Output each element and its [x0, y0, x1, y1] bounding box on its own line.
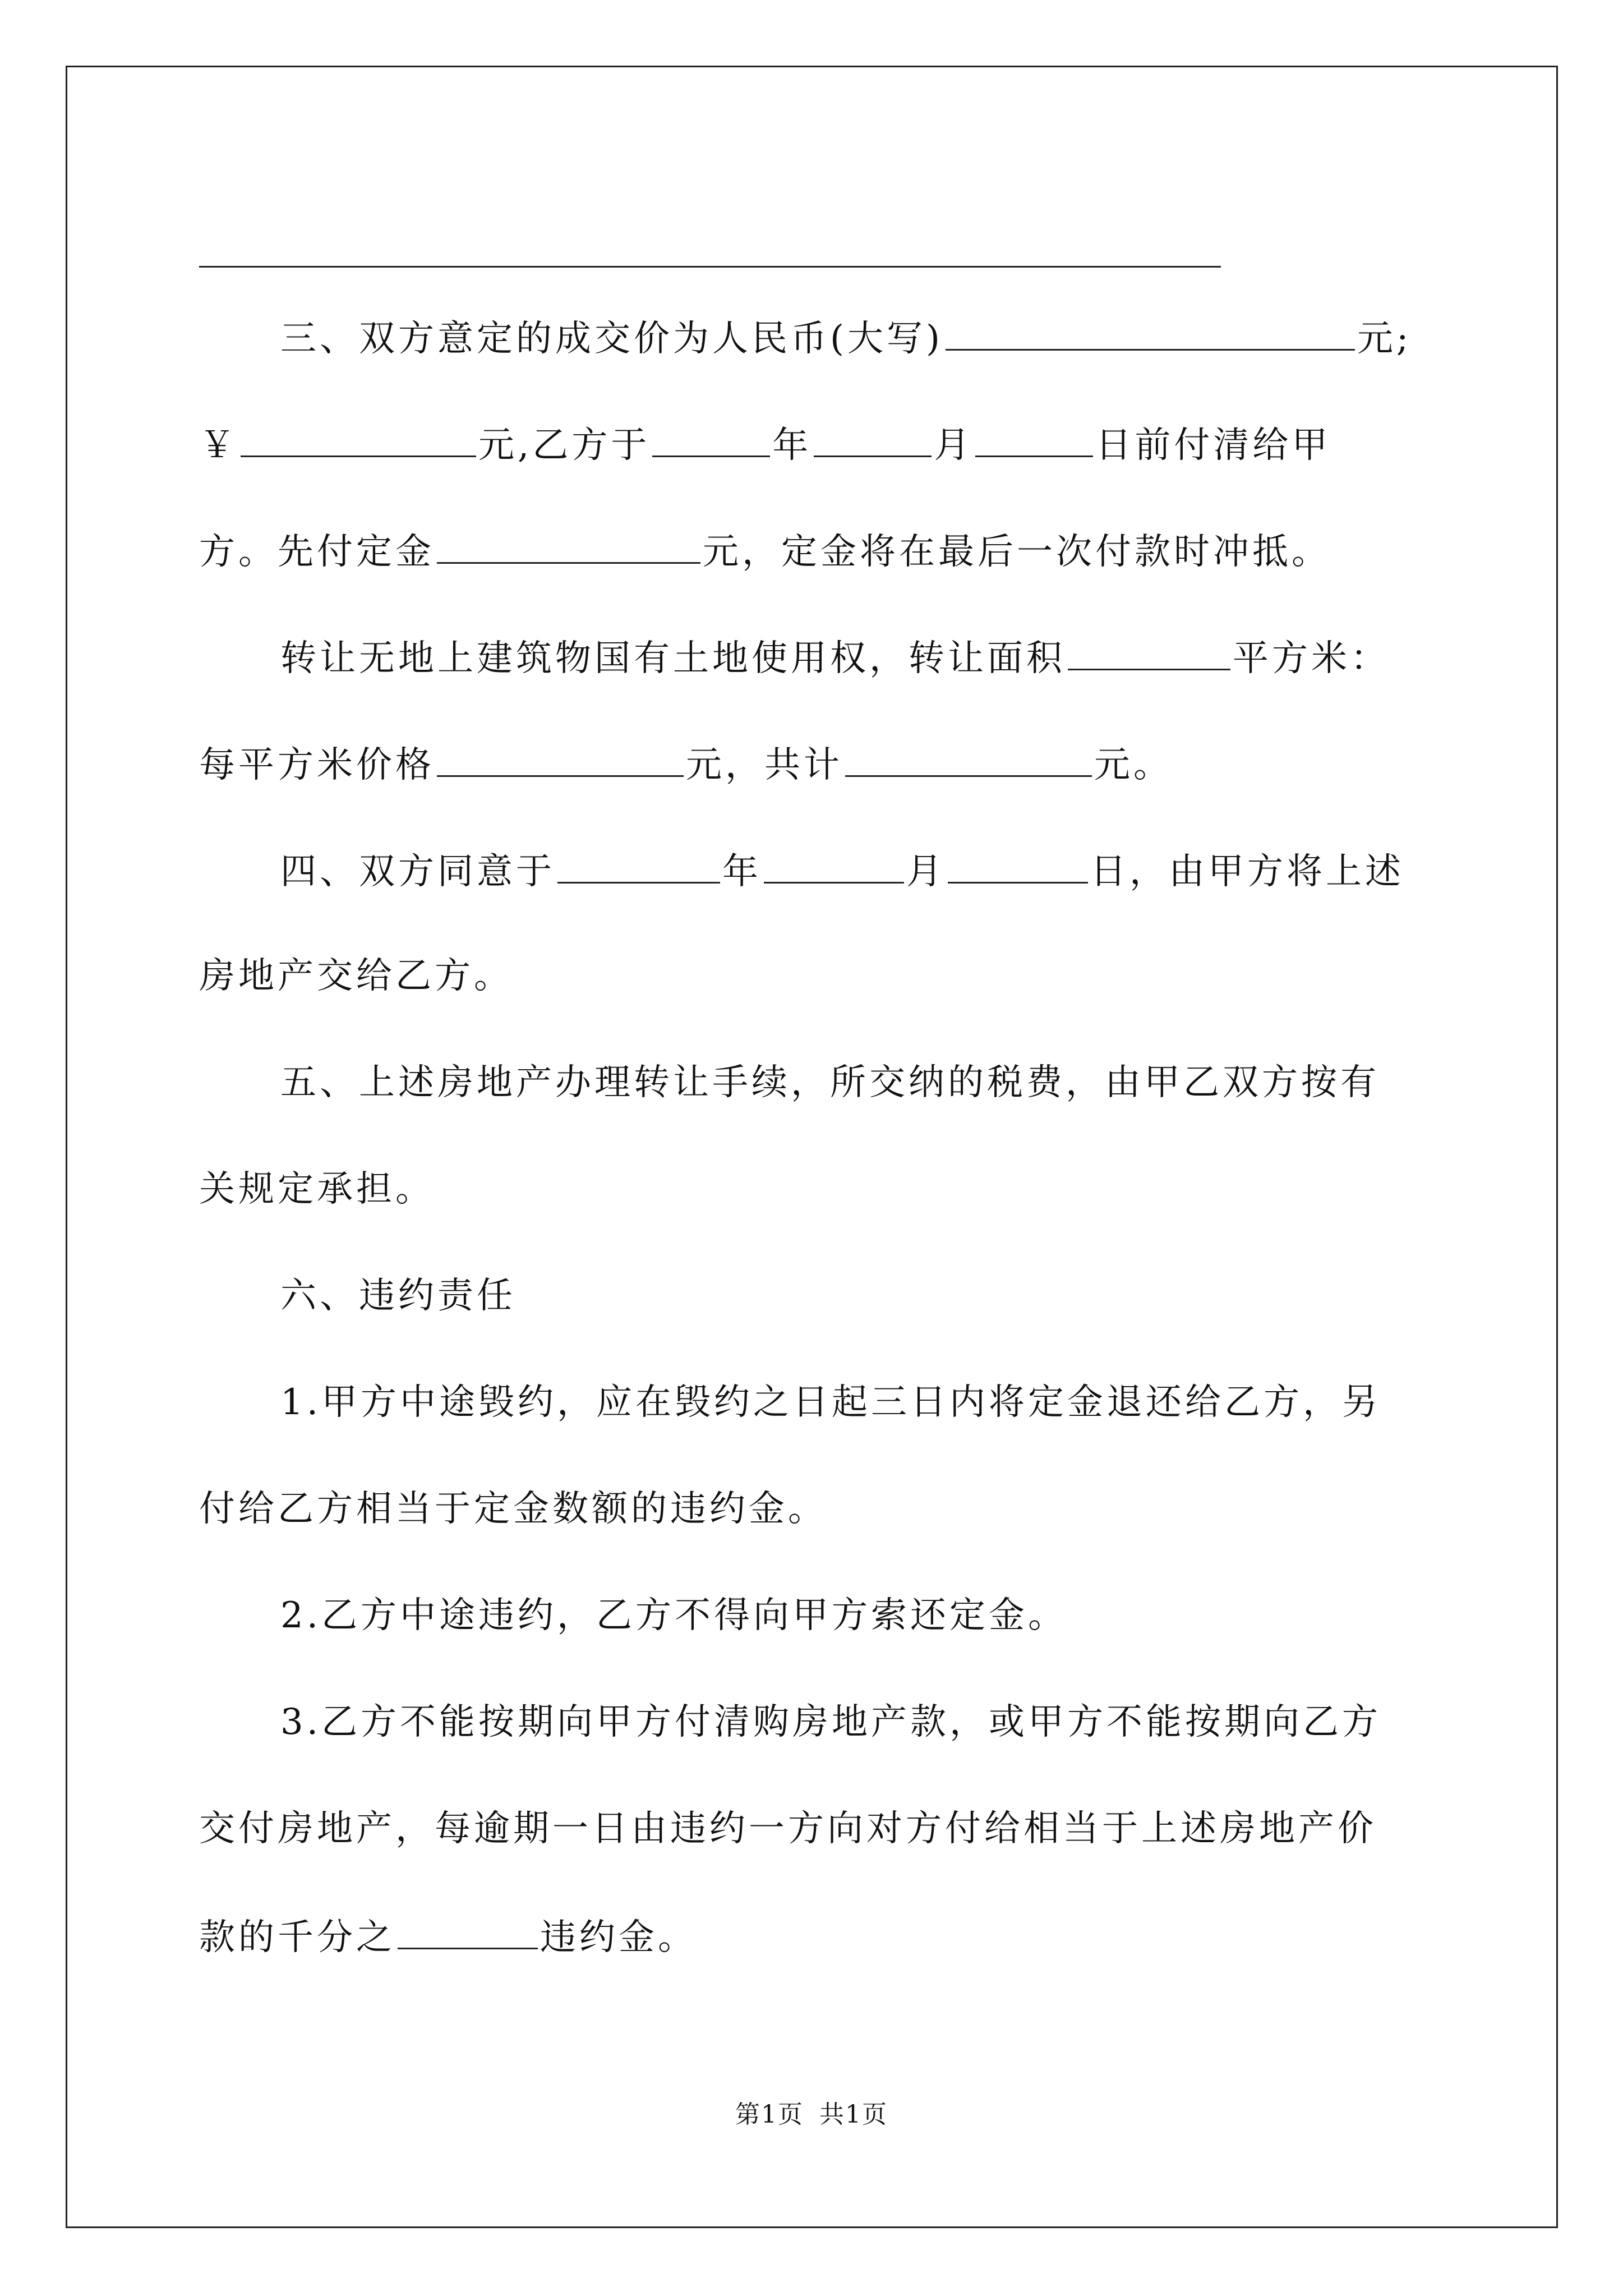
p5-text: 五、上述房地产办理转让手续，所交纳的税费，由甲乙双方按有 [280, 1062, 1380, 1103]
page-total: 共1页 [819, 2100, 888, 2129]
p5-line-2 [199, 1167, 435, 1212]
top-blank-rule [199, 266, 1221, 268]
item3-text: 款的千分之 [199, 1917, 395, 1958]
p3-text: 元,乙方于 [478, 425, 651, 466]
p4-line-2 [199, 954, 513, 999]
land-text: 每平方米价格 [199, 744, 435, 786]
p4-text: 日，由甲方将上述 [1090, 851, 1404, 892]
land-text: 元，共计 [686, 744, 843, 786]
land-text: 元。 [1094, 744, 1173, 786]
item3-text: 违约金。 [540, 1917, 697, 1958]
p4-line-1 [280, 847, 1404, 894]
p4-text: 四、双方同意于 [280, 851, 555, 892]
currency-symbol: ￥ [199, 425, 238, 466]
land-line-2 [199, 740, 1173, 788]
p3-text: 方。先付定金 [199, 531, 435, 573]
area-blank [1068, 634, 1230, 670]
item3-line-2 [199, 1806, 1377, 1851]
penalty-rate-blank [398, 1913, 538, 1949]
item3-line-1 [280, 1700, 1381, 1745]
deposit-blank [437, 527, 700, 564]
item1-line-2 [199, 1487, 827, 1531]
page-border [66, 66, 1558, 2228]
land-text: 转让无地上建筑物国有土地使用权，转让面积 [280, 638, 1066, 679]
month-blank [814, 421, 932, 457]
p6-heading [280, 1273, 516, 1318]
p3-text: 日前付清给甲 [1095, 425, 1331, 466]
total-blank [845, 740, 1092, 777]
price-words-blank [946, 314, 1355, 351]
p3-text: 月 [934, 425, 974, 466]
item3-line-3 [199, 1913, 697, 1960]
item1-text: 1.甲方中途毁约，应在毁约之日起三日内将定金退还给乙方，另 [280, 1382, 1382, 1423]
item3-text: 交付房地产，每逾期一日由违约一方向对方付给相当于上述房地产价 [199, 1808, 1377, 1849]
delivery-month-blank [764, 847, 904, 884]
price-amount-blank [241, 421, 476, 457]
item2-line-1 [280, 1593, 1067, 1638]
year-blank [652, 421, 770, 457]
p4-text: 年 [722, 851, 762, 892]
p4-text: 月 [906, 851, 946, 892]
section-heading: 六、违约责任 [280, 1275, 516, 1317]
page-number: 第1页 [735, 2100, 804, 2129]
p3-text: 三、双方意定的成交价为人民币(大写) [280, 318, 943, 360]
page-footer [0, 2098, 1623, 2132]
item1-text: 付给乙方相当于定金数额的违约金。 [199, 1488, 827, 1530]
p4-text: 房地产交给乙方。 [199, 955, 513, 997]
p3-line-2 [199, 421, 1331, 468]
unit-price-blank [437, 740, 684, 777]
p5-line-1 [280, 1060, 1380, 1105]
land-line-1 [280, 634, 1390, 681]
p5-text: 关规定承担。 [199, 1168, 435, 1210]
p3-text: 元; [1357, 318, 1412, 360]
p3-text: 元，定金将在最后一次付款时冲抵。 [703, 531, 1331, 573]
land-text: 平方米： [1233, 638, 1390, 679]
item1-line-1 [280, 1380, 1381, 1425]
p3-line-3 [199, 527, 1331, 574]
delivery-year-blank [557, 847, 720, 884]
item2-text: 2.乙方中途违约，乙方不得向甲方索还定金。 [280, 1595, 1068, 1636]
day-blank [975, 421, 1093, 457]
p3-line-1 [280, 314, 1412, 361]
p3-text: 年 [772, 425, 812, 466]
delivery-day-blank [948, 847, 1088, 884]
item3-text: 3.乙方不能按期向甲方付清购房地产款，或甲方不能按期向乙方 [280, 1701, 1382, 1743]
